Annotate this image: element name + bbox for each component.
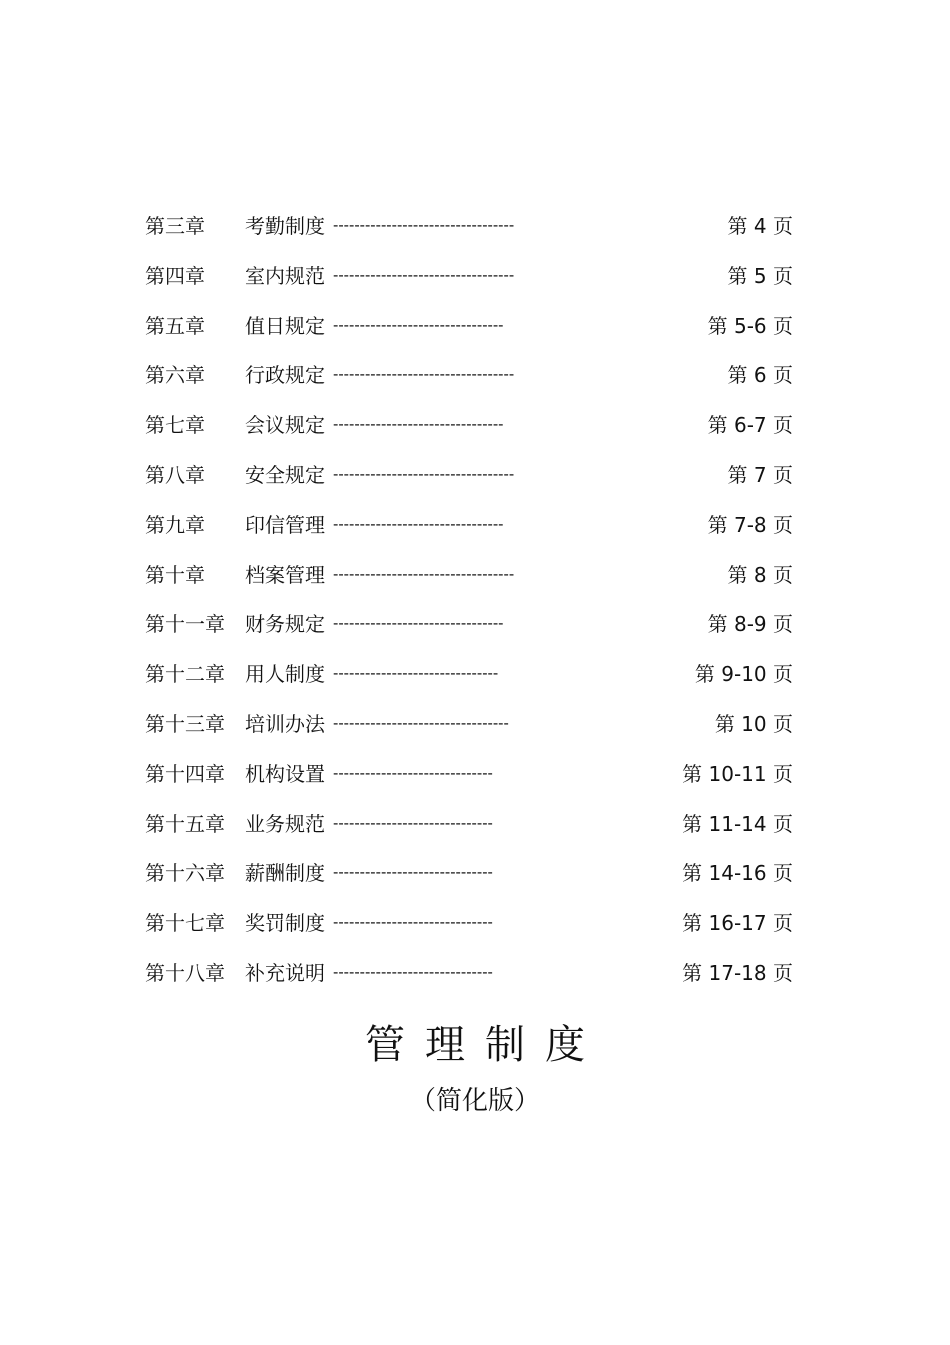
toc-page-reference: 第 10 页 (714, 711, 793, 736)
toc-leader-dashes: ------------------------------ (333, 864, 493, 882)
toc-entry-title: 印信管理 (245, 512, 325, 537)
toc-page-reference: 第 5-6 页 (707, 313, 793, 338)
toc-leader-dashes: ---------------------------------- (333, 266, 515, 284)
toc-chapter-number: 第十四章 (145, 761, 225, 786)
toc-entry-title: 业务规范 (245, 811, 325, 836)
toc-leader-dashes: ------------------------------ (333, 914, 493, 932)
toc-leader-dashes: -------------------------------- (333, 316, 504, 334)
toc-entry (145, 459, 793, 509)
toc-chapter-number: 第十七章 (145, 911, 225, 936)
toc-entry (145, 758, 793, 808)
toc-page-reference: 第 6 页 (727, 363, 793, 388)
toc-entry-title: 补充说明 (245, 960, 325, 985)
toc-page-reference: 第 9-10 页 (694, 662, 793, 687)
toc-leader-dashes: ------------------------------ (333, 814, 493, 832)
toc-entry-title: 薪酬制度 (245, 861, 325, 886)
toc-entry-title: 值日规定 (245, 313, 325, 338)
toc-entry (145, 260, 793, 310)
toc-page-reference: 第 11-14 页 (682, 811, 793, 836)
table-of-contents (145, 210, 793, 1007)
toc-leader-dashes: ---------------------------------- (333, 217, 515, 234)
toc-leader-dashes: -------------------------------- (333, 515, 504, 533)
document-subtitle: （简化版） (409, 1086, 540, 1116)
toc-entry (145, 708, 793, 758)
toc-page-reference: 第 17-18 页 (682, 960, 793, 985)
toc-entry-title: 机构设置 (245, 761, 325, 786)
toc-entry-title: 考勤制度 (245, 214, 325, 238)
toc-chapter-number: 第八章 (145, 462, 205, 487)
toc-leader-dashes: -------------------------------- (333, 615, 504, 633)
toc-page-reference: 第 6-7 页 (707, 413, 793, 438)
toc-entry (145, 957, 793, 1007)
toc-entry-title: 奖罚制度 (245, 911, 325, 936)
toc-entry-title: 行政规定 (245, 363, 325, 388)
toc-entry (145, 509, 793, 559)
toc-entry-title: 用人制度 (245, 662, 325, 687)
toc-leader-dashes: ---------------------------------- (333, 465, 515, 483)
toc-leader-dashes: ------------------------------ (333, 963, 493, 981)
toc-chapter-number: 第十一章 (145, 612, 225, 637)
toc-chapter-number: 第九章 (145, 512, 205, 537)
toc-entry (145, 210, 793, 260)
toc-page-reference: 第 4 页 (727, 214, 793, 238)
toc-chapter-number: 第三章 (145, 214, 205, 238)
toc-leader-dashes: ------------------------------ (333, 764, 493, 782)
document-title: 管理制度 (365, 1022, 605, 1068)
toc-entry (145, 907, 793, 957)
toc-page-reference: 第 7 页 (727, 462, 793, 487)
toc-chapter-number: 第十三章 (145, 711, 225, 736)
toc-leader-dashes: ---------------------------------- (333, 366, 515, 384)
toc-page-reference: 第 16-17 页 (682, 911, 793, 936)
toc-chapter-number: 第十章 (145, 562, 205, 587)
toc-entry (145, 359, 793, 409)
toc-entry (145, 608, 793, 658)
toc-leader-dashes: ---------------------------------- (333, 565, 515, 583)
toc-chapter-number: 第四章 (145, 263, 205, 288)
toc-page-reference: 第 14-16 页 (682, 861, 793, 886)
toc-entry-title: 安全规定 (245, 462, 325, 487)
toc-chapter-number: 第十二章 (145, 662, 225, 687)
toc-entry (145, 409, 793, 459)
toc-page-reference: 第 10-11 页 (682, 761, 793, 786)
toc-page-reference: 第 8 页 (727, 562, 793, 587)
toc-entry-title: 培训办法 (245, 711, 325, 736)
toc-page-reference: 第 7-8 页 (707, 512, 793, 537)
toc-page-reference: 第 8-9 页 (707, 612, 793, 637)
toc-page-reference: 第 5 页 (727, 263, 793, 288)
toc-leader-dashes: --------------------------------- (333, 714, 509, 732)
toc-entry (145, 808, 793, 858)
toc-chapter-number: 第七章 (145, 413, 205, 438)
toc-leader-dashes: -------------------------------- (333, 416, 504, 434)
toc-entry-title: 室内规范 (245, 263, 325, 288)
toc-chapter-number: 第十五章 (145, 811, 225, 836)
toc-leader-dashes: ------------------------------- (333, 665, 499, 683)
toc-entry (145, 559, 793, 609)
toc-entry-title: 财务规定 (245, 612, 325, 637)
toc-entry-title: 会议规定 (245, 413, 325, 438)
toc-entry-title: 档案管理 (245, 562, 325, 587)
toc-chapter-number: 第五章 (145, 313, 205, 338)
toc-chapter-number: 第六章 (145, 363, 205, 388)
toc-chapter-number: 第十八章 (145, 960, 225, 985)
toc-chapter-number: 第十六章 (145, 861, 225, 886)
toc-entry (145, 658, 793, 708)
toc-entry (145, 857, 793, 907)
toc-entry (145, 310, 793, 360)
